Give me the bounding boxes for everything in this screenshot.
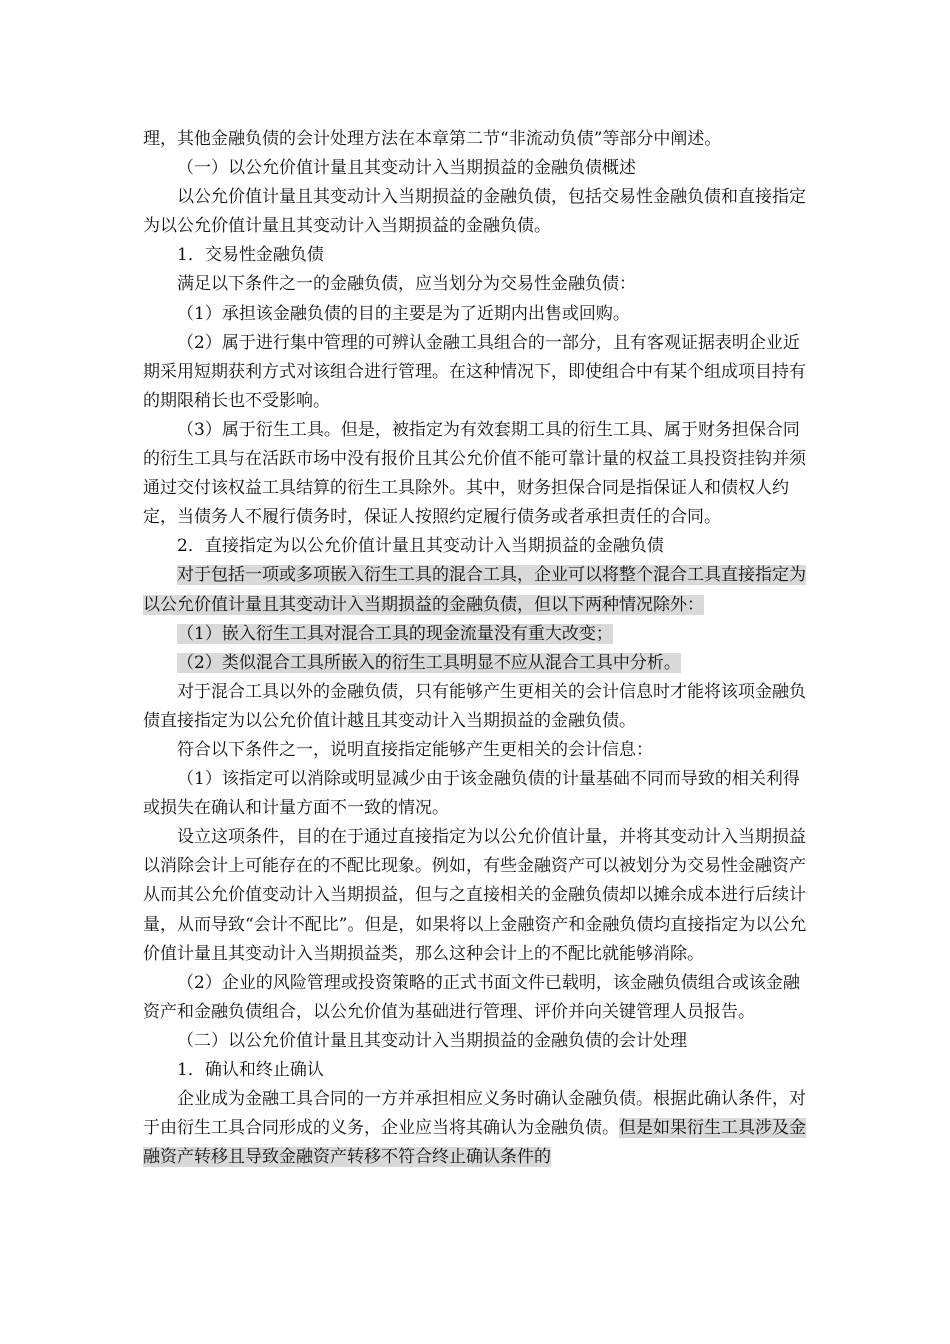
paragraph: （3）属于衍生工具。但是，被指定为有效套期工具的衍生工具、属于财务担保合同的衍生工具与在活跃市场中没有报价且其公允价值不能可靠计量的权益工具投资挂钩并须通过交付该权益工具结算的衍生工具除外。其中，财务担保合同是指保证人和债权人约定，当债务人不履行债务时，保证人按照约定履行债务或者承担责任的合同。 (143, 419, 806, 528)
paragraph: 1．交易性金融负债 (177, 245, 324, 266)
highlighted-text: 对于包括一项或多项嵌入衍生工具的混合工具，企业可以将整个混合工具直接指定为以公允价值计量且其变动计入当期损益的金融负债，但以下两种情况除外： (143, 565, 806, 615)
paragraph (143, 561, 808, 619)
paragraph: （2）企业的风险管理或投资策略的正式书面文件已载明，该金融负债组合或该金融资产和金融负债组合，以公允价值为基础进行管理、评价并向关键管理人员报告。 (143, 972, 800, 1022)
paragraph: （一）以公允价值计量且其变动计入当期损益的金融负债概述 (177, 158, 636, 179)
paragraph: （1）该指定可以消除或明显减少由于该金融负债的计量基础不同而导致的相关利得或损失在确认和计量方面不一致的情况。 (143, 769, 800, 819)
paragraph (143, 1085, 808, 1172)
paragraph: 满足以下条件之一的金融负债，应当划分为交易性金融负债： (177, 274, 636, 295)
paragraph: 1．确认和终止确认 (177, 1060, 324, 1080)
highlighted-text: （1）嵌入衍生工具对混合工具的现金流量没有重大改变； (177, 623, 613, 644)
paragraph: 对于混合工具以外的金融负债，只有能够产生更相关的会计信息时才能将该项金融负债直接指定为以公允价值计越且其变动计入当期损益的金融负债。 (143, 681, 806, 731)
paragraph: （2）属于进行集中管理的可辨认金融工具组合的一部分，且有客观证据表明企业近期采用短期获利方式对该组合进行管理。在这种情况下，即使组合中有某个组成项目持有的期限稍长也不受影响。 (143, 332, 806, 411)
paragraph: 理，其他金融负债的会计处理方法在本章第二节“非流动负债”等部分中阐述。 (143, 129, 722, 149)
paragraph (143, 649, 808, 678)
paragraph (143, 620, 808, 649)
paragraph-text: 企业成为金融工具合同的一方并承担相应义务时确认金融负债。根据此确认条件，对于由衍生工具合同形成的义务，企业应当将其确认为金融负债。 (143, 1089, 806, 1139)
paragraph: 以公允价值计量且其变动计入当期损益的金融负债，包括交易性金融负债和直接指定为以公允价值计量且其变动计入当期损益的金融负债。 (143, 187, 806, 237)
paragraph: （1）承担该金融负债的目的主要是为了近期内出售或回购。 (177, 303, 630, 324)
paragraph: 2．直接指定为以公允价值计量且其变动计入当期损益的金融负债 (177, 536, 664, 557)
document-body (143, 125, 808, 1172)
paragraph: 符合以下条件之一，说明直接指定能够产生更相关的会计信息： (177, 739, 653, 760)
paragraph: 设立这项条件，目的在于通过直接指定为以公允价值计量，并将其变动计入当期损益以消除会计上可能存在的不配比现象。例如，有些金融资产可以被划分为交易性金融资产从而其公允价值变动计入当期损益，但与之直接相关的金融负债却以摊余成本进行后续计量，从而导致“会计不配比”。但是，如果将以上金融资产和金融负债均直接指定为以公允价值计量且其变动计入当期损益类，那么这种会计上的不配比就能够消除。 (143, 827, 807, 964)
highlighted-text: 但是如果衍生工具涉及金融资产转移且导致金融资产转移不符合终止确认条件的 (143, 1118, 806, 1168)
highlighted-text: （2）类似混合工具所嵌入的衍生工具明显不应从混合工具中分析。 (177, 652, 681, 673)
paragraph: （二）以公允价值计量且其变动计入当期损益的金融负债的会计处理 (177, 1030, 687, 1051)
